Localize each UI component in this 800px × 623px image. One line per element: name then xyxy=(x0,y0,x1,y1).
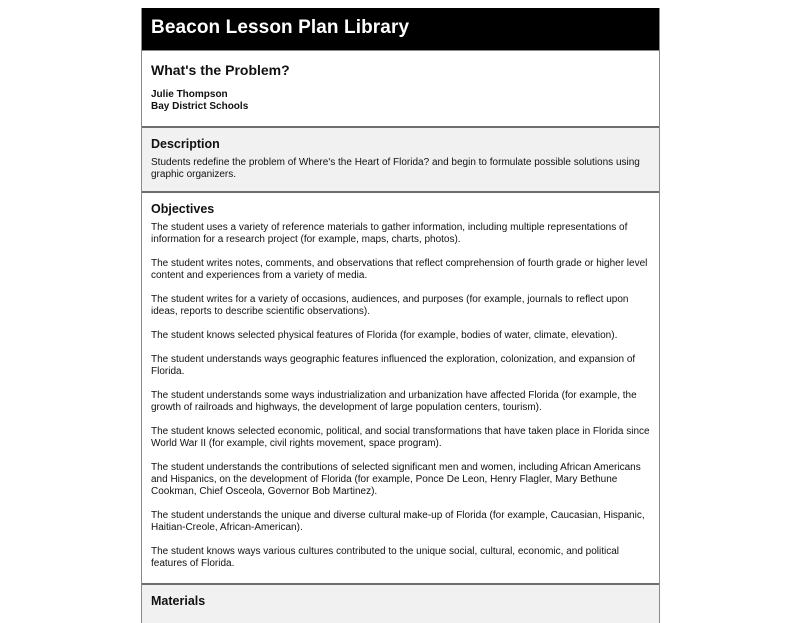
objective-item: The student knows ways various cultures contributed to the unique social, cultural, economic, and political features of Florida. xyxy=(151,546,620,569)
objective-item: The student understands some ways industrialization and urbanization have affected Florida (for example, the growth of railroads and highways, the development of large population centers, tourism). xyxy=(151,390,637,413)
objective-item: The student writes for a variety of occasions, audiences, and purposes (for example, journals to reflect upon ideas, reports to describe scientific observations). xyxy=(151,294,629,317)
description-section xyxy=(142,126,659,191)
author-name: Julie Thompson xyxy=(151,89,228,100)
objective-item: The student knows selected physical features of Florida (for example, bodies of water, climate, elevation). xyxy=(151,330,618,341)
objective-item: The student understands the unique and diverse cultural make-up of Florida (for example, Caucasian, Hispanic, Haitian-Creole, African-American). xyxy=(151,510,645,533)
author-organization: Bay District Schools xyxy=(151,101,249,112)
objectives-heading: Objectives xyxy=(151,202,215,216)
materials-heading: Materials xyxy=(151,594,206,608)
objective-item: The student writes notes, comments, and observations that reflect comprehension of fourth grade or higher level content and experiences from a variety of media. xyxy=(151,258,648,281)
objectives-list xyxy=(151,222,650,570)
materials-section xyxy=(142,583,659,623)
lesson-header-section xyxy=(142,50,659,126)
lesson-plan-page xyxy=(141,8,660,623)
description-text: Students redefine the problem of Where's the Heart of Florida? and begin to formulate possible solutions using graphic organizers. xyxy=(151,157,640,180)
library-title: Beacon Lesson Plan Library xyxy=(151,17,410,38)
description-heading: Description xyxy=(151,137,220,151)
objectives-section xyxy=(142,191,659,583)
library-banner xyxy=(142,8,659,50)
lesson-title: What's the Problem? xyxy=(151,62,290,78)
objective-item: The student knows selected economic, political, and social transformations that have taken place in Florida since World War II (for example, civil rights movement, space program). xyxy=(151,426,650,449)
objective-item: The student understands the contributions of selected significant men and women, including African Americans and Hispanics, on the development of Florida (for example, Ponce De Leon, Henry Flagler, Mary Bethune Cookman, Chief Osceola, Governor Bob Martinez). xyxy=(151,462,641,497)
objective-item: The student understands ways geographic features influenced the exploration, colonization, and expansion of Florida. xyxy=(151,354,636,377)
objective-item: The student uses a variety of reference materials to gather information, including multiple representations of information for a research project (for example, maps, charts, photos). xyxy=(151,222,628,245)
